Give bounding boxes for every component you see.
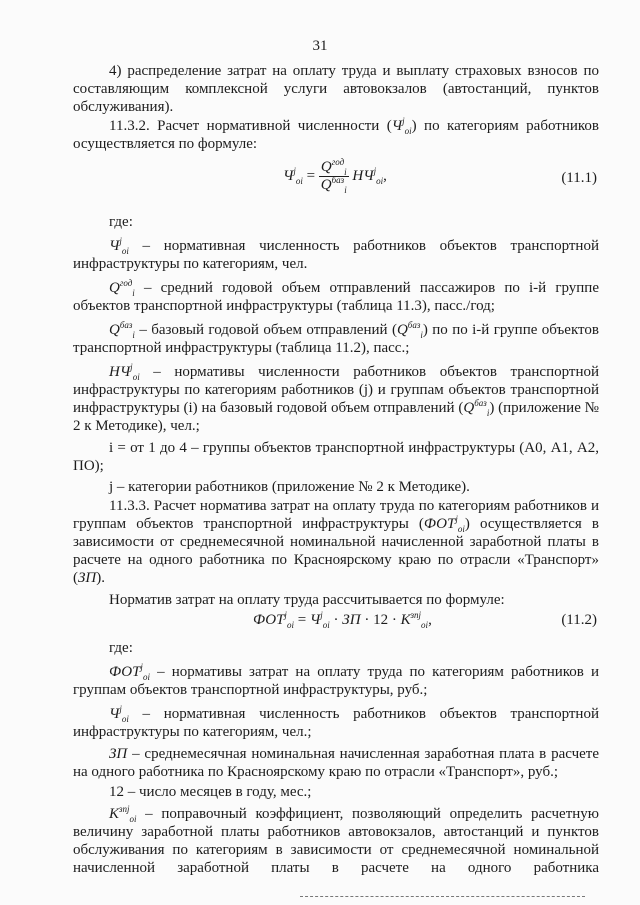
definition-zp [73, 745, 599, 781]
symbol-k: $К^{зпj}_{oi}$ [109, 804, 137, 824]
text-span: – нормативная численность работников объектов транспортной инфраструктуры по категориям, чел.; [73, 706, 599, 740]
definition-q-god [73, 279, 599, 315]
symbol-ch: $Ч^j_{oi}$ [109, 236, 129, 256]
where-label-1: где: [109, 214, 133, 230]
paragraph-item-4: 4) распределение затрат на оплату труда и выплату страховых взносов по составляющим комплексной услуги автовокзалов (автостанций, пунктов обслуживания). [73, 63, 599, 115]
text-span: – нормативы численности работников объектов транспортной инфраструктуры по категориям работников (j) и группам объектов транспортной инфраструктуры (i) на базовый годовой объем отправлений ( [73, 364, 600, 416]
symbol-zp: ЗП [78, 570, 97, 586]
definition-nch [73, 363, 599, 435]
paragraph-11-3-3 [73, 497, 599, 587]
definition-i: i = от 1 до 4 – группы объектов транспортной инфраструктуры (А0, А1, А2, ПО); [73, 440, 599, 474]
formula-11-2-number: (11.2) [561, 612, 597, 628]
text-span: ) осуществляется в зависимости от среднемесячной номинальной начисленной заработной платы в расчете на одного работника по Красноярскому краю по отрасли «Транспорт» ( [73, 516, 599, 586]
text-span: – поправочный коэффициент, позволяющий определить расчетную величину заработной платы работников автовокзалов, автостанций и пунктов обслуживания по категориям в зависимости от среднемесячной номинальной начисленной заработной платы в расчете на одного работника [73, 806, 599, 876]
definition-j: j – категории работников (приложение № 2 к Методике). [109, 479, 470, 495]
symbol-fot: $ФОТ^j_{oi}$ [423, 514, 465, 534]
definition-q-baz [73, 321, 599, 357]
page-number: 31 [312, 38, 328, 54]
paragraph-11-3-2 [73, 117, 599, 153]
formula-11-1-number: (11.1) [561, 170, 597, 186]
text-span: – нормативы затрат на оплату труда по категориям работников и группам объектов транспортной инфраструктуры, руб.; [73, 664, 600, 698]
formula-11-1-expression: $Ч^j_{oi}$ = $\frac{Q^{год}_i}{Q^{баз}_i}$ $НЧ^j_{oi}$, [283, 157, 387, 195]
definition-ch [73, 237, 599, 273]
text-span: ). [96, 570, 106, 586]
symbol-fot: $ФОТ^j_{oi}$ [109, 662, 150, 682]
text-span: 11.3.3. Расчет норматива затрат на оплату труда по категориям работников и группам объектов транспортной инфраструктуры ( [73, 498, 599, 532]
symbol-q-god: $Q^{год}_i$ [109, 278, 135, 298]
symbol-q-baz: $Q^{баз}_i$ [463, 398, 490, 418]
text-span: ) (приложение № 2 к Методике), чел.; [73, 400, 599, 434]
text-span: ) по по i-й группе объектов транспортной инфраструктуры (таблица 11.2), пасс.; [73, 322, 599, 356]
text-span: – нормативная численность работников объектов транспортной инфраструктуры по категориям, чел. [73, 238, 599, 272]
formula-fraction: $\frac{Q^{год}_i}{Q^{баз}_i}$ [320, 157, 347, 195]
paragraph-formula-intro: Норматив затрат на оплату труда рассчитывается по формуле: [109, 592, 505, 608]
symbol-ch: $Ч^j_{oi}$ [391, 116, 412, 136]
formula-11-2 [73, 609, 599, 635]
symbol-nch: $НЧ^j_{oi}$ [109, 362, 140, 382]
symbol-zp: ЗП [109, 746, 128, 762]
definition-k [73, 805, 599, 877]
where-label-2: где: [109, 640, 133, 656]
text-span: ) по категориям работников осуществляется по формуле: [73, 118, 599, 152]
symbol-q-baz: $Q^{баз}_i$ [109, 320, 135, 340]
formula-11-2-expression: $ФОТ^j_{oi} = Ч^j_{oi}$ · ЗП · $12 \cdot К^{зпj}_{oi}$, [253, 610, 432, 630]
document-body [73, 62, 599, 877]
symbol-q-baz: $Q^{баз}_i$ [396, 320, 423, 340]
formula-11-1 [73, 153, 599, 205]
text-span: – среднемесячная номинальная начисленная заработная плата в расчете на одного работника по Красноярскому краю по отрасли «Транспорт», руб.; [73, 746, 600, 780]
definition-12: 12 – число месяцев в году, мес.; [109, 784, 312, 800]
definition-fot [73, 663, 599, 699]
text-span: – средний годовой объем отправлений пассажиров по i-й группе объектов транспортной инфраструктуры (таблица 11.3), пасс./год; [73, 280, 599, 314]
definition-ch-2 [73, 705, 599, 741]
symbol-ch: $Ч^j_{oi}$ [109, 704, 129, 724]
page-edge-line [300, 896, 585, 897]
text-span: – базовый годовой объем отправлений ( [139, 322, 397, 338]
text-span: 11.3.2. Расчет нормативной численности ( [109, 118, 392, 134]
